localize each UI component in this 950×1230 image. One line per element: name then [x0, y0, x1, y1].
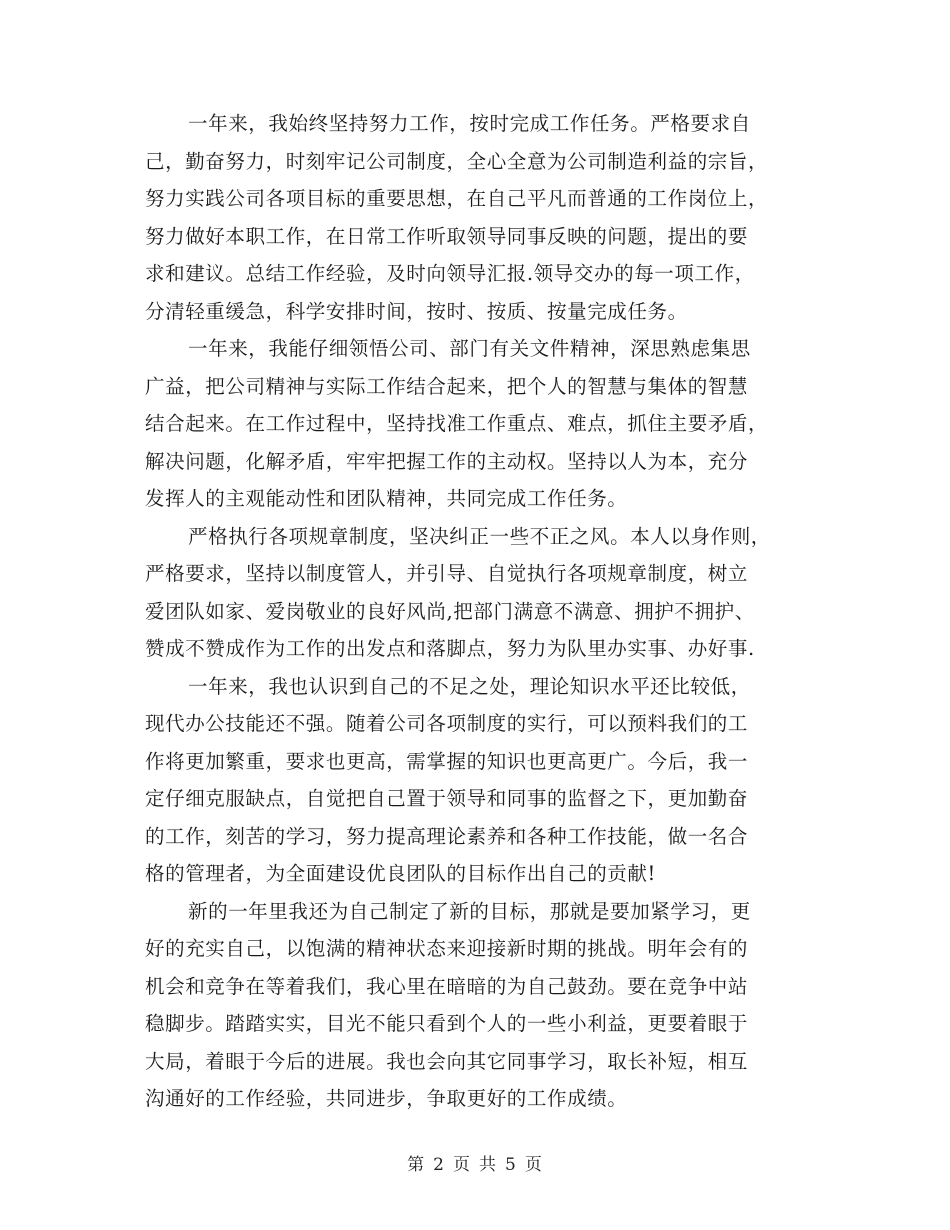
paragraph-line: 一年来，我也认识到自己的不足之处，理论知识水平还比较低， [188, 674, 751, 698]
paragraph-line: 求和建议。总结工作经验，及时向领导汇报.领导交办的每一项工作， [145, 262, 755, 285]
total-pages-number: 5 [505, 1155, 517, 1175]
paragraph-line: 严格要求，坚持以制度管人，并引导、自觉执行各项规章制度，树立 [145, 562, 749, 585]
current-page-number: 2 [433, 1155, 445, 1175]
paragraph-line: 定仔细克服缺点，自觉把自己置于领导和同事的监督之下，更加勤奋 [145, 787, 749, 810]
paragraph-line: 的工作，刻苦的学习，努力提高理论素养和各种工作技能，做一名合 [145, 824, 749, 848]
paragraph-line: 广益，把公司精神与实际工作结合起来，把个人的智慧与集体的智慧 [145, 374, 749, 398]
paragraph-line: 一年来，我始终坚持努力工作，按时完成工作任务。严格要求自 [188, 112, 751, 135]
paragraph-line: 发挥人的主观能动性和团队精神，共同完成工作任务。 [145, 487, 628, 510]
document-body [145, 105, 805, 1118]
paragraph-2 [145, 330, 805, 518]
paragraph-line: 爱团队如家、爱岗敬业的良好风尚,把部门满意不满意、拥护不拥护、 [145, 599, 755, 623]
paragraph-line: 稳脚步。踏踏实实，目光不能只看到个人的一些小利益，更要着眼于 [145, 1012, 749, 1035]
paragraph-5 [145, 893, 805, 1118]
paragraph-line: 机会和竞争在等着我们，我心里在暗暗的为自己鼓劲。要在竞争中站 [145, 974, 749, 998]
paragraph-line: 解决问题，化解矛盾，牢牢把握工作的主动权。坚持以人为本，充分 [145, 449, 749, 473]
paragraph-line: 一年来，我能仔细领悟公司、部门有关文件精神，深思熟虑集思 [188, 337, 751, 360]
paragraph-line: 赞成不赞成作为工作的出发点和落脚点，努力为队里办实事、办好事. [145, 637, 755, 660]
paragraph-line: 己，勤奋努力，时刻牢记公司制度，全心全意为公司制造利益的宗旨， [145, 149, 769, 173]
paragraph-1 [145, 105, 805, 330]
footer-suffix: 页 [524, 1155, 543, 1175]
paragraph-line: 努力做好本职工作，在日常工作听取领导同事反映的问题，提出的要 [145, 224, 749, 248]
page-footer [0, 1150, 950, 1175]
paragraph-line: 新的一年里我还为自己制定了新的目标，那就是要加紧学习，更 [188, 899, 751, 923]
paragraph-4 [145, 668, 805, 893]
paragraph-line: 现代办公技能还不强。随着公司各项制度的实行，可以预料我们的工 [145, 712, 749, 735]
footer-prefix: 第 [407, 1155, 426, 1175]
paragraph-line: 格的管理者，为全面建设优良团队的目标作出自己的贡献! [145, 862, 656, 885]
footer-page-word: 页 [453, 1155, 471, 1175]
paragraph-line: 沟通好的工作经验，共同进步，争取更好的工作成绩。 [145, 1087, 628, 1110]
paragraph-line: 大局，着眼于今后的进展。我也会向其它同事学习，取长补短，相互 [145, 1049, 749, 1073]
paragraph-3 [145, 518, 805, 668]
paragraph-line: 结合起来。在工作过程中，坚持找准工作重点、难点，抓住主要矛盾， [145, 412, 769, 435]
footer-total-word: 共 [479, 1155, 497, 1175]
paragraph-line: 分清轻重缓急，科学安排时间，按时、按质、按量完成任务。 [145, 299, 688, 323]
paragraph-line: 努力实践公司各项目标的重要思想，在自己平凡而普通的工作岗位上， [145, 187, 769, 210]
paragraph-line: 严格执行各项规章制度，坚决纠正一些不正之风。本人以身作则， [188, 524, 771, 548]
paragraph-line: 作将更加繁重，要求也更高，需掌握的知识也更高更广。今后，我一 [145, 749, 749, 773]
paragraph-line: 好的充实自己，以饱满的精神状态来迎接新时期的挑战。明年会有的 [145, 937, 749, 960]
